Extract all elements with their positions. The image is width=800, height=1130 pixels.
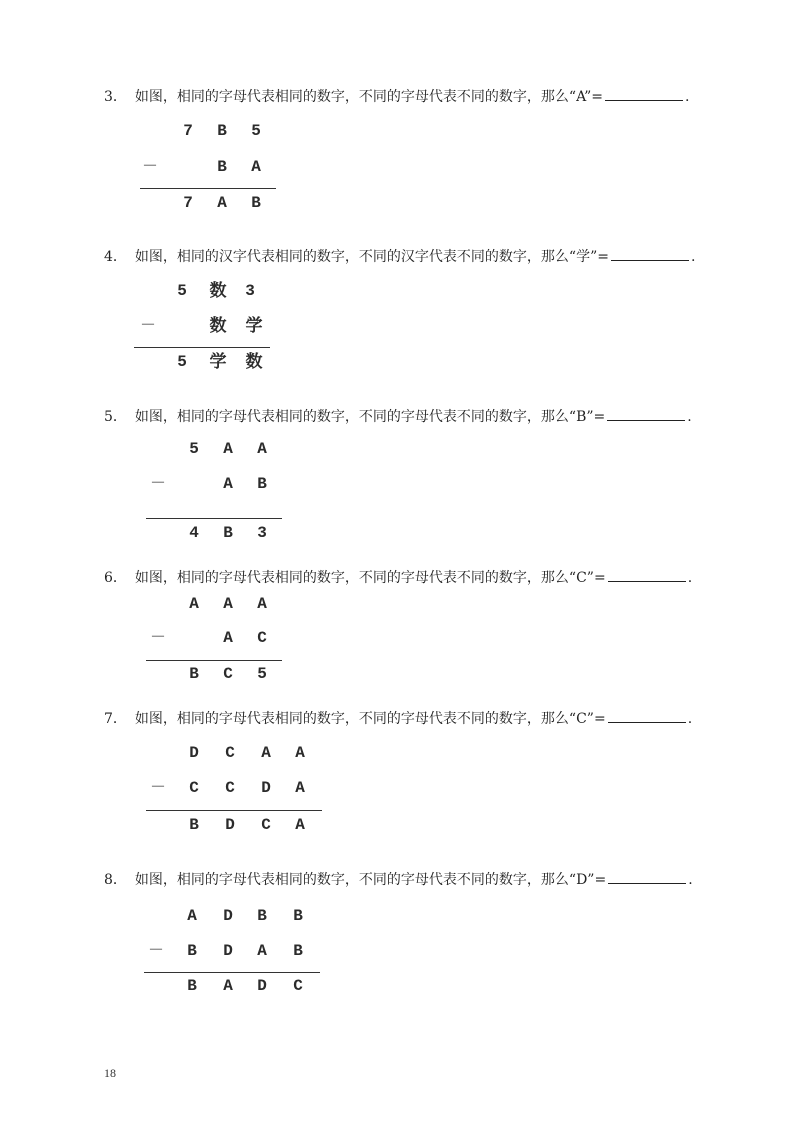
digit-cell: A — [217, 194, 227, 212]
subtraction-rule — [134, 347, 270, 348]
digit-cell: A — [257, 942, 267, 960]
subtraction-rule — [146, 810, 322, 811]
digit-cell: D — [223, 907, 233, 925]
digit-cell: B — [187, 942, 197, 960]
question-body: 如图，相同的字母代表相同的数字，不同的字母代表不同的数字，那么“B”= — [134, 409, 606, 425]
digit-cell: B — [251, 194, 261, 212]
question-end: . — [687, 711, 693, 727]
question-text — [104, 569, 724, 587]
hanzi-cell: 数 — [209, 316, 227, 336]
question-end: . — [687, 409, 692, 425]
question-text — [104, 871, 724, 889]
question-body: 如图，相同的汉字代表相同的数字，不同的汉字代表不同的数字，那么“学”= — [134, 249, 609, 265]
digit-cell: B — [257, 475, 267, 493]
question-text — [104, 710, 724, 728]
digit-cell: C — [223, 665, 233, 683]
question-text — [104, 88, 724, 106]
question-end: . — [685, 89, 690, 105]
question-number: 5． — [104, 409, 127, 425]
subtraction-rule — [140, 188, 276, 189]
digit-cell: D — [257, 977, 267, 995]
digit-cell: A — [261, 744, 271, 762]
digit-cell: A — [189, 595, 199, 613]
digit-cell: 5 — [177, 282, 187, 300]
digit-cell: 5 — [189, 440, 199, 458]
digit-cell: C — [261, 816, 271, 834]
minus-sign: － — [149, 779, 166, 797]
digit-cell: B — [187, 977, 197, 995]
page-number: 18 — [104, 1066, 116, 1080]
minus-sign: － — [149, 475, 166, 493]
digit-cell: C — [293, 977, 303, 995]
question-number: 3． — [104, 89, 127, 105]
answer-blank[interactable] — [605, 88, 683, 101]
digit-cell: B — [293, 942, 303, 960]
digit-cell: 7 — [183, 122, 193, 140]
digit-cell: A — [257, 440, 267, 458]
question-number: 8． — [104, 872, 127, 888]
digit-cell: A — [257, 595, 267, 613]
digit-cell: 3 — [257, 524, 267, 542]
minus-sign: － — [149, 629, 166, 647]
digit-cell: C — [225, 779, 235, 797]
digit-cell: 5 — [257, 665, 267, 683]
digit-cell: B — [257, 907, 267, 925]
digit-cell: B — [223, 524, 233, 542]
digit-cell: A — [251, 158, 261, 176]
hanzi-cell: 学 — [245, 316, 263, 336]
digit-cell: 3 — [245, 282, 255, 300]
digit-cell: D — [189, 744, 199, 762]
question-text — [104, 248, 724, 266]
digit-cell: D — [261, 779, 271, 797]
subtraction-rule — [144, 972, 320, 973]
minus-sign: － — [139, 317, 156, 335]
digit-cell: A — [295, 744, 305, 762]
digit-cell: C — [257, 629, 267, 647]
answer-blank[interactable] — [608, 871, 686, 884]
digit-cell: D — [223, 942, 233, 960]
answer-blank[interactable] — [608, 710, 686, 723]
minus-sign: － — [147, 942, 164, 960]
digit-cell: A — [295, 816, 305, 834]
digit-cell: A — [187, 907, 197, 925]
subtraction-rule — [146, 660, 282, 661]
digit-cell: B — [293, 907, 303, 925]
digit-cell: C — [225, 744, 235, 762]
question-number: 4． — [104, 249, 127, 265]
digit-cell: A — [223, 977, 233, 995]
digit-cell: 5 — [177, 353, 187, 371]
subtraction-rule — [146, 518, 282, 519]
hanzi-cell: 数 — [245, 352, 263, 372]
answer-blank[interactable] — [611, 248, 689, 261]
question-body: 如图，相同的字母代表相同的数字，不同的字母代表不同的数字，那么“C”= — [134, 711, 606, 727]
digit-cell: B — [189, 665, 199, 683]
question-body: 如图，相同的字母代表相同的数字，不同的字母代表不同的数字，那么“A”= — [134, 89, 604, 105]
answer-blank[interactable] — [607, 408, 685, 421]
question-end: . — [690, 249, 696, 265]
digit-cell: D — [225, 816, 235, 834]
question-number: 7． — [104, 711, 127, 727]
digit-cell: A — [223, 475, 233, 493]
digit-cell: B — [217, 122, 227, 140]
hanzi-cell: 数 — [209, 281, 227, 301]
question-text — [104, 408, 724, 426]
digit-cell: A — [223, 440, 233, 458]
digit-cell: 7 — [183, 194, 193, 212]
question-body: 如图，相同的字母代表相同的数字，不同的字母代表不同的数字，那么“C”= — [134, 570, 606, 586]
question-end: . — [687, 570, 693, 586]
question-body: 如图，相同的字母代表相同的数字，不同的字母代表不同的数字，那么“D”= — [134, 872, 607, 888]
question-number: 6． — [104, 570, 127, 586]
digit-cell: A — [295, 779, 305, 797]
digit-cell: 4 — [189, 524, 199, 542]
digit-cell: B — [217, 158, 227, 176]
digit-cell: C — [189, 779, 199, 797]
hanzi-cell: 学 — [209, 352, 227, 372]
question-end: . — [688, 872, 693, 888]
digit-cell: 5 — [251, 122, 261, 140]
answer-blank[interactable] — [608, 569, 686, 582]
digit-cell: B — [189, 816, 199, 834]
minus-sign: － — [141, 158, 158, 176]
digit-cell: A — [223, 629, 233, 647]
digit-cell: A — [223, 595, 233, 613]
